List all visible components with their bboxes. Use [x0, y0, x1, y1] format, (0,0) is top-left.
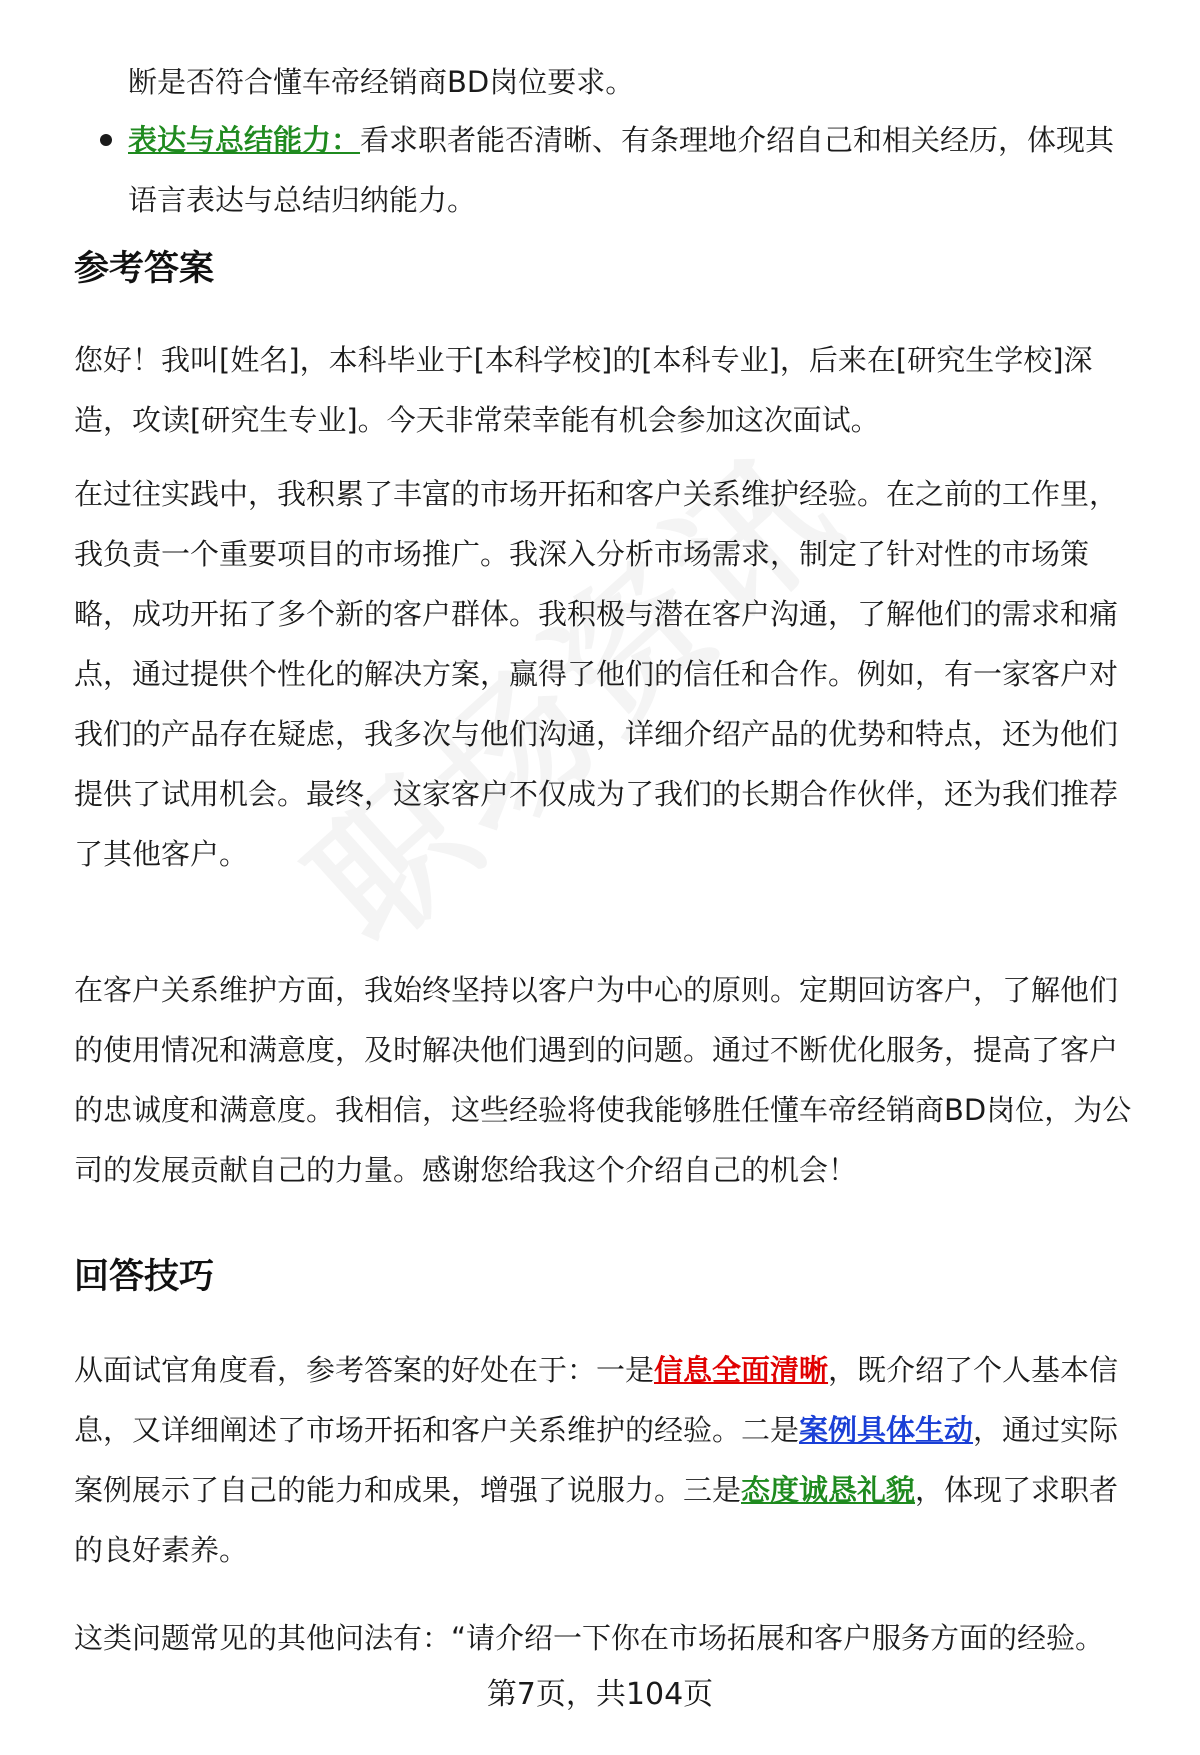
text-line: 点，通过提供个性化的解决方案，赢得了他们的信任和合作。例如，有一家客户对 [74, 657, 1119, 691]
bullet-line: 看求职者能否清晰、有条理地介绍自己和相关经历，体现其 [360, 123, 1115, 157]
text-line: 司的发展贡献自己的力量。感谢您给我这个介绍自己的机会！ [74, 1153, 858, 1187]
highlight-attitude-sincere: 态度诚恳礼貌 [741, 1473, 916, 1507]
answer-paragraph-1 [74, 330, 1154, 450]
text-span: 息，又详细阐述了市场开拓和客户关系维护的经验。二是 [74, 1413, 800, 1447]
answer-paragraph-3 [74, 960, 1154, 1200]
bullet-label: 表达与总结能力： [128, 123, 361, 157]
text-line: 提供了试用机会。最终，这家客户不仅成为了我们的长期合作伙伴，还为我们推荐 [74, 777, 1119, 811]
text-line: 略，成功开拓了多个新的客户群体。我积极与潜在客户沟通，了解他们的需求和痛 [74, 597, 1119, 631]
section-heading-answer: 参考答案 [74, 249, 215, 289]
tips-other-questions: 这类问题常见的其他问法有：“请介绍一下你在市场拓展和客户服务方面的经验。 [74, 1621, 1105, 1655]
text-line: 我负责一个重要项目的市场推广。我深入分析市场需求，制定了针对性的市场策 [74, 537, 1090, 571]
text-span: 的良好素养。 [74, 1533, 249, 1567]
text-line: 了其他客户。 [74, 837, 249, 871]
bullet-dot-icon [100, 134, 112, 146]
bullet-item-expression [74, 110, 1164, 230]
text-span: 从面试官角度看，参考答案的好处在于：一是 [74, 1353, 655, 1387]
text-line: 的忠诚度和满意度。我相信，这些经验将使我能够胜任懂车帝经销商BD岗位，为公 [74, 1093, 1132, 1127]
bullet-line: 语言表达与总结归纳能力。 [128, 183, 477, 217]
text-line: 您好！我叫[姓名]，本科毕业于[本科学校]的[本科专业]，后来在[研究生学校]深 [74, 343, 1093, 377]
text-span: ，体现了求职者 [915, 1473, 1119, 1507]
text-span: 案例展示了自己的能力和成果，增强了说服力。三是 [74, 1473, 742, 1507]
section-heading-tips: 回答技巧 [74, 1257, 215, 1297]
highlight-info-clear: 信息全面清晰 [654, 1353, 829, 1387]
bullet-continuation: 断是否符合懂车帝经销商BD岗位要求。 [128, 65, 635, 99]
text-line: 造，攻读[研究生专业]。今天非常荣幸能有机会参加这次面试。 [74, 403, 880, 437]
highlight-case-vivid: 案例具体生动 [799, 1413, 974, 1447]
tips-paragraph [74, 1340, 1154, 1580]
text-span: ，通过实际 [973, 1413, 1119, 1447]
text-line: 我们的产品存在疑虑，我多次与他们沟通，详细介绍产品的优势和特点，还为他们 [74, 717, 1119, 751]
text-line: 在过往实践中，我积累了丰富的市场开拓和客户关系维护经验。在之前的工作里， [74, 477, 1119, 511]
text-line: 在客户关系维护方面，我始终坚持以客户为中心的原则。定期回访客户，了解他们 [74, 973, 1119, 1007]
text-span: ，既介绍了个人基本信 [828, 1353, 1119, 1387]
page-number: 第7页，共104页 [486, 1677, 714, 1712]
text-line: 的使用情况和满意度，及时解决他们遇到的问题。通过不断优化服务，提高了客户 [74, 1033, 1119, 1067]
answer-paragraph-2 [74, 464, 1154, 884]
